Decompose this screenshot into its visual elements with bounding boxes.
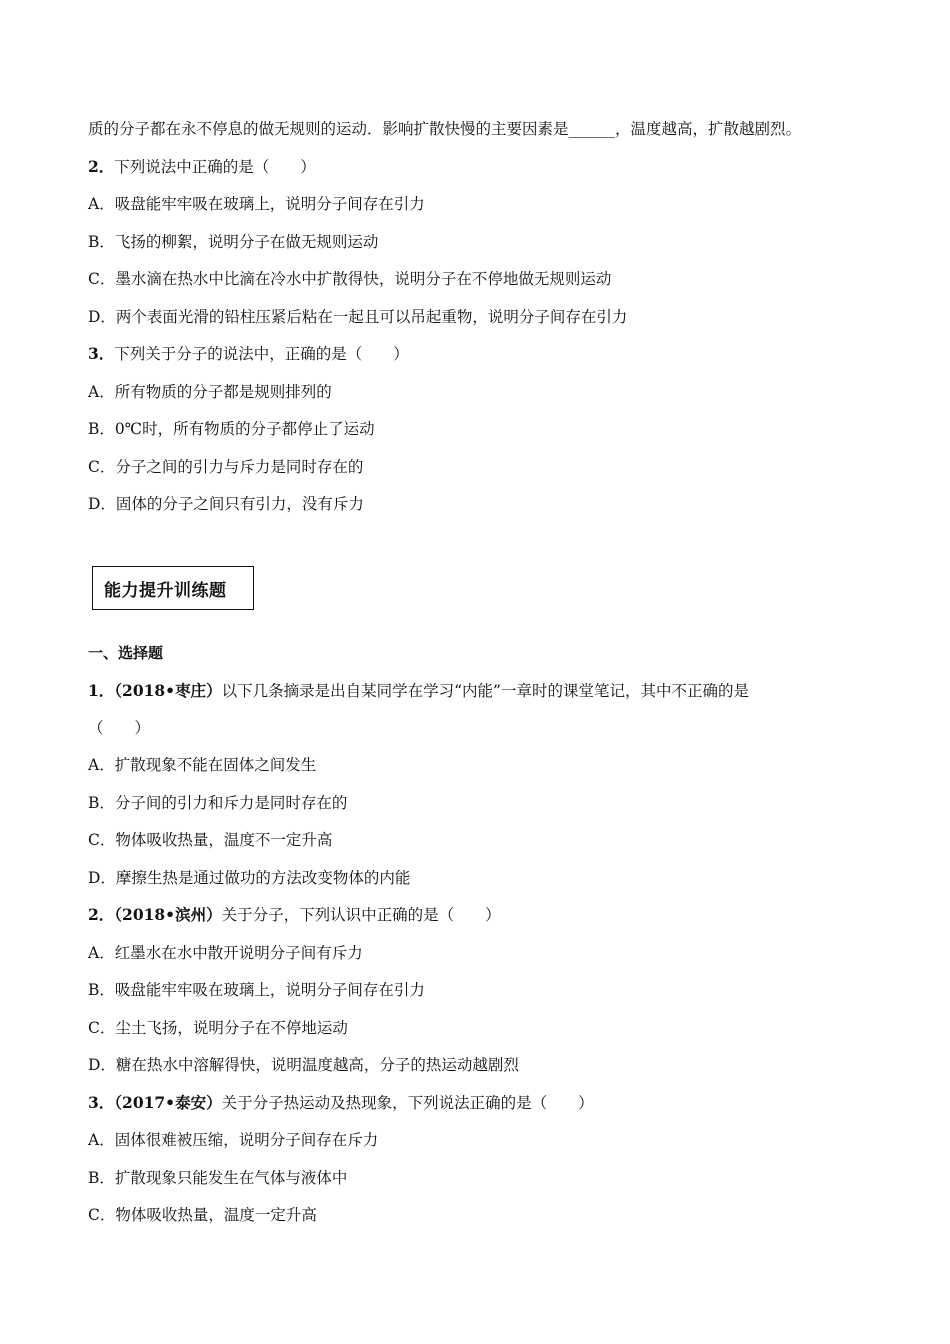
option-d: D．摩擦生热是通过做功的方法改变物体的内能 — [88, 869, 411, 887]
option-a: A．固体很难被压缩，说明分子间存在斥力 — [88, 1131, 379, 1149]
question-number: 3． — [88, 1093, 115, 1112]
subsection-heading: 一、选择题 — [88, 644, 164, 662]
section-title-box — [92, 566, 254, 610]
option-b: B．飞扬的柳絮，说明分子在做无规则运动 — [88, 233, 379, 251]
question-stem — [88, 680, 890, 702]
question-number: 2． — [88, 157, 115, 176]
question-source: （2018•枣庄） — [114, 681, 222, 700]
option-a: A．扩散现象不能在固体之间发生 — [88, 756, 317, 774]
question-text: 下列说法中正确的是（ ） — [114, 158, 316, 176]
option-d: D．固体的分子之间只有引力，没有斥力 — [88, 495, 364, 513]
question-text: 下列关于分子的说法中，正确的是（ ） — [114, 345, 409, 363]
question-stem-continuation: （ ） — [88, 719, 151, 737]
question-text: 关于分子热运动及热现象，下列说法正确的是（ ） — [221, 1094, 594, 1112]
question-source: （2017•泰安） — [114, 1093, 222, 1112]
option-b: B．0℃时，所有物质的分子都停止了运动 — [88, 420, 375, 438]
option-c: C．尘土飞扬，说明分子在不停地运动 — [88, 1019, 348, 1037]
option-c: C．物体吸收热量，温度不一定升高 — [88, 831, 333, 849]
question-stem — [88, 343, 890, 365]
option-d: D．两个表面光滑的铅柱压紧后粘在一起且可以吊起重物，说明分子间存在引力 — [88, 308, 628, 326]
question-stem — [88, 1092, 890, 1114]
option-b: B．吸盘能牢牢吸在玻璃上，说明分子间存在引力 — [88, 981, 425, 999]
intro-line: 质的分子都在永不停息的做无规则的运动．影响扩散快慢的主要因素是______，温度越高，扩散越剧烈。 — [88, 120, 802, 138]
question-number: 1． — [88, 681, 115, 700]
question-text: 关于分子，下列认识中正确的是（ ） — [221, 906, 501, 924]
option-b: B．分子间的引力和斥力是同时存在的 — [88, 794, 348, 812]
option-c: C．分子之间的引力与斥力是同时存在的 — [88, 458, 364, 476]
question-source: （2018•滨州） — [114, 905, 222, 924]
option-d: D．糖在热水中溶解得快，说明温度越高，分子的热运动越剧烈 — [88, 1056, 519, 1074]
question-number: 2． — [88, 905, 115, 924]
option-b: B．扩散现象只能发生在气体与液体中 — [88, 1169, 348, 1187]
question-text: 以下几条摘录是出自某同学在学习“内能”一章时的课堂笔记，其中不正确的是 — [221, 682, 749, 700]
option-a: A．所有物质的分子都是规则排列的 — [88, 383, 332, 401]
question-number: 3． — [88, 344, 115, 363]
question-stem — [88, 156, 890, 178]
option-a: A．红墨水在水中散开说明分子间有斥力 — [88, 944, 363, 962]
option-a: A．吸盘能牢牢吸在玻璃上，说明分子间存在引力 — [88, 195, 425, 213]
section-title: 能力提升训练题 — [104, 581, 227, 601]
option-c: C．墨水滴在热水中比滴在冷水中扩散得快，说明分子在不停地做无规则运动 — [88, 270, 612, 288]
question-stem — [88, 904, 890, 926]
option-c: C．物体吸收热量，温度一定升高 — [88, 1206, 317, 1224]
